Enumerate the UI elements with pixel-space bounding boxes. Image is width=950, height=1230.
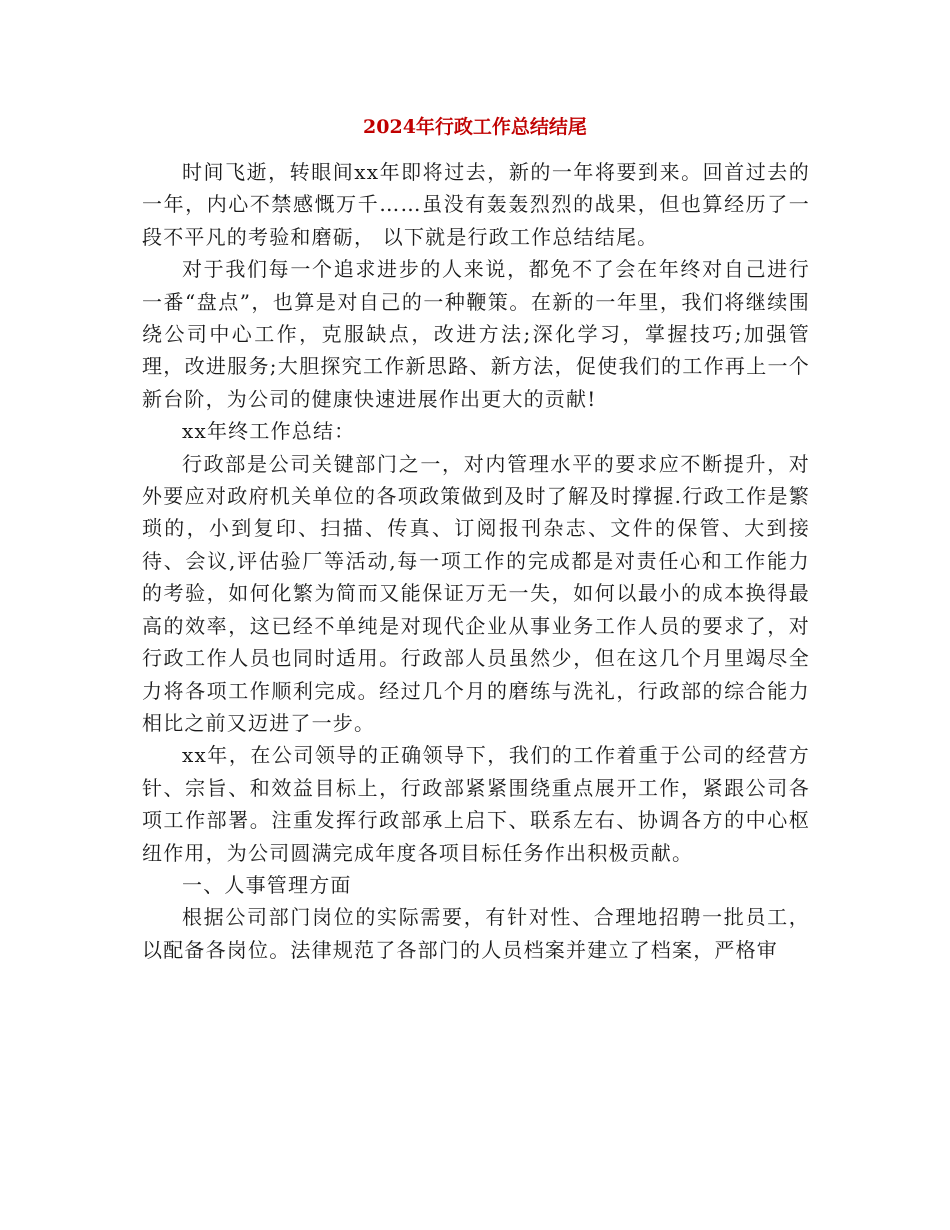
paragraph-admin-role: 行政部是公司关键部门之一，对内管理水平的要求应不断提升，对外要应对政府机关单位的各项政策做到及时了解及时撑握.行政工作是繁琐的，小到复印、扫描、传真、订阅报刊杂志、文件的保管、大到接待、会议,评估验厂等活动,每一项工作的完成都是对责任心和工作能力的考验，如何化繁为简而又能保证万无一失，如何以最小的成本换得最高的效率，这已经不单纯是对现代企业从事业务工作人员的要求了，对行政工作人员也同时适用。行政部人员虽然少，但在这几个月里竭尽全力将各项工作顺利完成。经过几个月的磨练与洗礼，行政部的综合能力相比之前又迈进了一步。 [142,451,810,735]
paragraph-intro: 时间飞逝，转眼间xx年即将过去，新的一年将要到来。回首过去的一年，内心不禁感慨万千……虽没有轰轰烈烈的战果，但也算经历了一段不平凡的考验和磨砺， 以下就是行政工作总结结尾。 [142,160,810,249]
paragraph-summary-heading: xx年终工作总结： [182,419,356,444]
document-title: 2024年行政工作总结结尾 [363,116,587,138]
paragraph-reflection: 对于我们每一个追求进步的人来说，都免不了会在年终对自己进行一番“盘点”，也算是对自己的一种鞭策。在新的一年里，我们将继续围绕公司中心工作，克服缺点，改进方法;深化学习，掌握技巧;加强管理，改进服务;大胆探究工作新思路、新方法，促使我们的工作再上一个新台阶，为公司的健康快速进展作出更大的贡献! [142,257,810,411]
paragraph-recruitment: 根据公司部门岗位的实际需要，有针对性、合理地招聘一批员工，以配备各岗位。法律规范了各部门的人员档案并建立了档案，严格审 [142,905,810,962]
document-body [142,156,810,966]
section-heading-personnel: 一、人事管理方面 [182,872,352,897]
paragraph-year-work: xx年，在公司领导的正确领导下，我们的工作着重于公司的经营方针、宗旨、和效益目标上，行政部紧紧围绕重点展开工作，紧跟公司各项工作部署。注重发挥行政部承上启下、联系左右、协调各方的中心枢纽作用，为公司圆满完成年度各项目标任务作出积极贡献。 [142,743,810,865]
